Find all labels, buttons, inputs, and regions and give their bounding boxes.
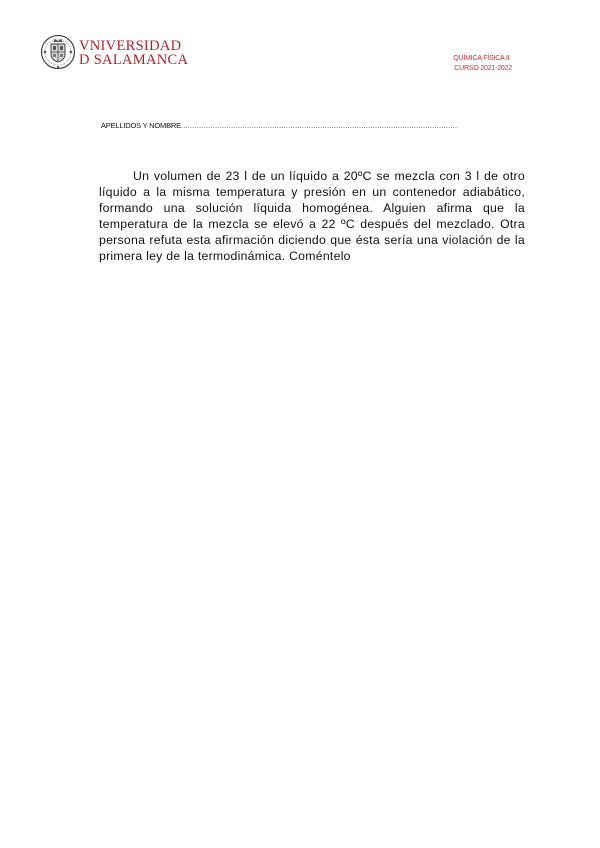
university-logo — [40, 34, 188, 70]
problem-statement: Un volumen de 23 l de un líquido a 20ºC se mezcla con 3 l de otro líquido a la misma temperatura y presión en un contenedor adiabático, formando una solución líquida homogénea. Alguien afirma que la temperatura de la mezcla se elevó a 22 ºC después del mezclado. Otra persona refuta esta afirmación diciendo que ésta sería una violación de la primera ley de la termodinámica. Coméntelo — [99, 169, 525, 264]
name-field-dots: ......................................................................................................................... — [180, 121, 458, 130]
logo-line-2: D SALAMANCA — [79, 51, 189, 68]
logo-line-1: VNIVERSIDAD — [79, 37, 182, 54]
university-wordmark — [79, 38, 188, 67]
course-year: CURSO 2021-2022 — [454, 65, 512, 72]
name-field[interactable] — [101, 121, 511, 130]
course-subject: QUÍMICA FÍSICA II — [453, 55, 510, 62]
name-field-label: APELLIDOS Y NOMBRE — [101, 121, 181, 130]
university-seal-icon — [40, 34, 76, 70]
course-info — [453, 54, 512, 74]
